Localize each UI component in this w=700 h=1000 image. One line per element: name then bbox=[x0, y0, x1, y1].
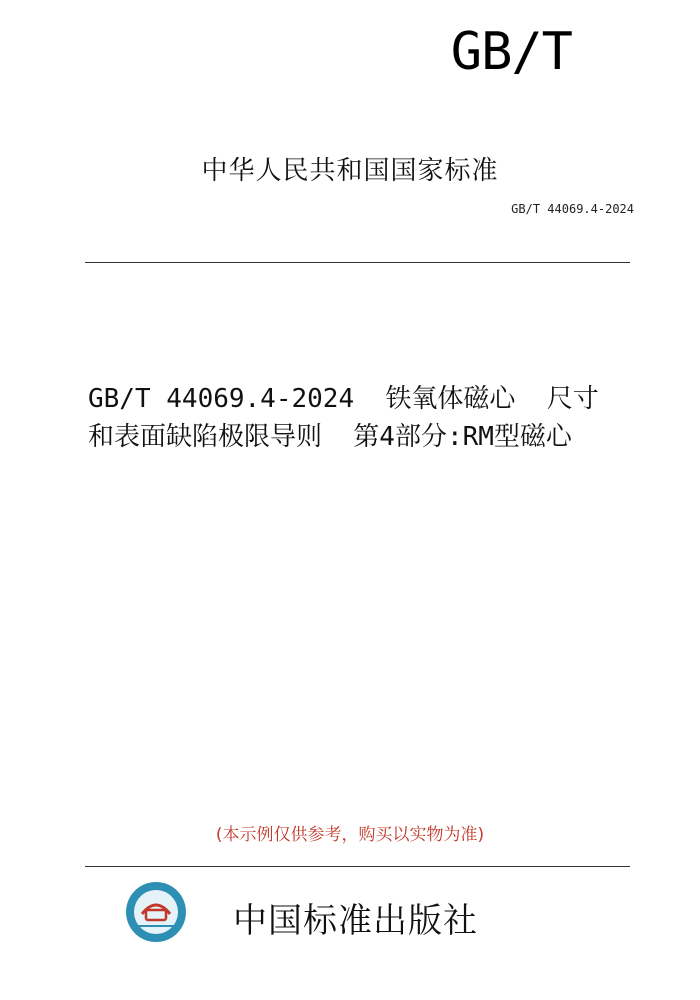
publisher-name: 中国标准出版社 bbox=[233, 901, 478, 941]
sample-disclaimer: (本示例仅供参考，购买以实物为准) bbox=[215, 825, 485, 845]
publisher-seal-icon bbox=[124, 880, 188, 944]
top-divider bbox=[85, 262, 630, 263]
document-title bbox=[88, 380, 648, 456]
gb-t-logo: GB/T bbox=[450, 22, 572, 82]
title-line-1: GB/T 44069.4-2024 铁氧体磁心 尺寸 bbox=[88, 384, 599, 414]
bottom-divider bbox=[85, 866, 630, 867]
title-line-2: 和表面缺陷极限导则 第4部分:RM型磁心 bbox=[88, 422, 572, 452]
issuing-authority-title: 中华人民共和国国家标准 bbox=[201, 156, 499, 186]
seal-inner-disc bbox=[134, 890, 178, 934]
standard-number: GB/T 44069.4-2024 bbox=[511, 202, 634, 216]
